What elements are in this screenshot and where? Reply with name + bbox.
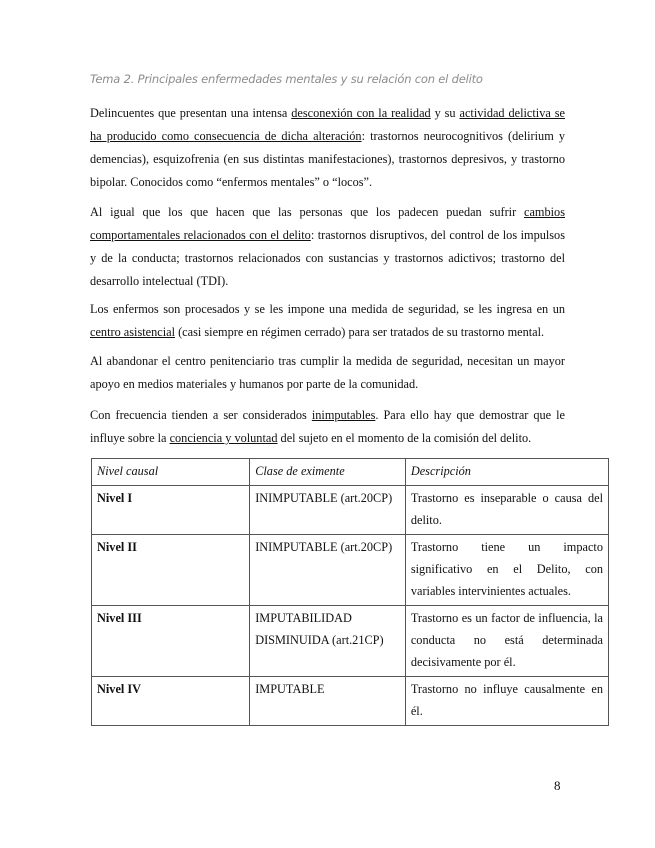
paragraph-4 bbox=[90, 350, 565, 396]
table-header-cell: Clase de eximente bbox=[250, 459, 406, 486]
paragraph-1-text: Delincuentes que presentan una intensa bbox=[90, 106, 292, 120]
paragraph-5-text: del sujeto en el momento de la comisión del delito. bbox=[277, 431, 532, 445]
underlined-term: desconexión con la realidad bbox=[291, 106, 431, 120]
paragraph-2-text: Al igual que los que hacen que las personas que los padecen puedan sufrir bbox=[90, 205, 525, 219]
paragraph-1-text: y su bbox=[430, 106, 460, 120]
underlined-term: centro asistencial bbox=[90, 325, 176, 339]
underlined-term: conciencia y voluntad bbox=[169, 431, 278, 445]
paragraph-3 bbox=[90, 298, 565, 344]
paragraph-2-text: : trastornos disruptivos, del control de los impulsos y de la conducta; trastornos relacionados con sustancias y trastornos adictivos; trastorno del desarrollo intelectual (TDI). bbox=[90, 228, 565, 288]
table-row bbox=[92, 486, 609, 535]
level-cell: Nivel II bbox=[92, 535, 250, 606]
table-header-cell: Descripción bbox=[405, 459, 608, 486]
table-row bbox=[92, 677, 609, 726]
paragraph-4-text: Al abandonar el centro penitenciario tras cumplir la medida de seguridad, necesitan un mayor apoyo en medios materiales y humanos por parte de la comunidad. bbox=[90, 354, 565, 391]
level-cell: Nivel I bbox=[92, 486, 250, 535]
class-cell: IMPUTABLE bbox=[250, 677, 406, 726]
table-row bbox=[92, 606, 609, 677]
paragraph-1 bbox=[90, 102, 565, 194]
table-row bbox=[92, 535, 609, 606]
description-cell: Trastorno es un factor de influencia, la conducta no está determinada decisivamente por él. bbox=[405, 606, 608, 677]
level-cell: Nivel III bbox=[92, 606, 250, 677]
page-header: Tema 2. Principales enfermedades mentales y su relación con el delito bbox=[90, 72, 483, 86]
table-header-row bbox=[92, 459, 609, 486]
page-number: 8 bbox=[554, 778, 561, 793]
underlined-term: actividad delictiva se ha producido como consecuencia de dicha alteración bbox=[90, 106, 565, 143]
class-cell: IMPUTABILIDAD DISMINUIDA (art.21CP) bbox=[250, 606, 406, 677]
paragraph-5 bbox=[90, 404, 565, 450]
paragraph-3-text: (casi siempre en régimen cerrado) para ser tratados de su trastorno mental. bbox=[175, 325, 545, 339]
causal-level-table bbox=[91, 458, 609, 726]
description-cell: Trastorno tiene un impacto significativo en el Delito, con variables intervinientes actuales. bbox=[405, 535, 608, 606]
paragraph-5-text: Con frecuencia tienden a ser considerados bbox=[90, 408, 312, 422]
paragraph-5-text: . Para ello hay que demostrar que le influye sobre la bbox=[90, 408, 565, 445]
level-cell: Nivel IV bbox=[92, 677, 250, 726]
underlined-term: cambios comportamentales relacionados con el delito bbox=[90, 205, 565, 242]
description-cell: Trastorno no influye causalmente en él. bbox=[405, 677, 608, 726]
underlined-term: inimputables bbox=[311, 408, 376, 422]
table-header-cell: Nivel causal bbox=[92, 459, 250, 486]
class-cell: INIMPUTABLE (art.20CP) bbox=[250, 535, 406, 606]
description-cell: Trastorno es inseparable o causa del delito. bbox=[405, 486, 608, 535]
paragraph-1-text: : trastornos neurocognitivos (delirium y demencias), esquizofrenia (en sus distintas manifestaciones), trastornos depresivos, y trastorno bipolar. Conocidos como “enfermos mentales” o “locos”. bbox=[90, 129, 565, 189]
paragraph-2 bbox=[90, 201, 565, 293]
class-cell: INIMPUTABLE (art.20CP) bbox=[250, 486, 406, 535]
paragraph-3-text: Los enfermos son procesados y se les impone una medida de seguridad, se les ingresa en un bbox=[90, 302, 565, 316]
